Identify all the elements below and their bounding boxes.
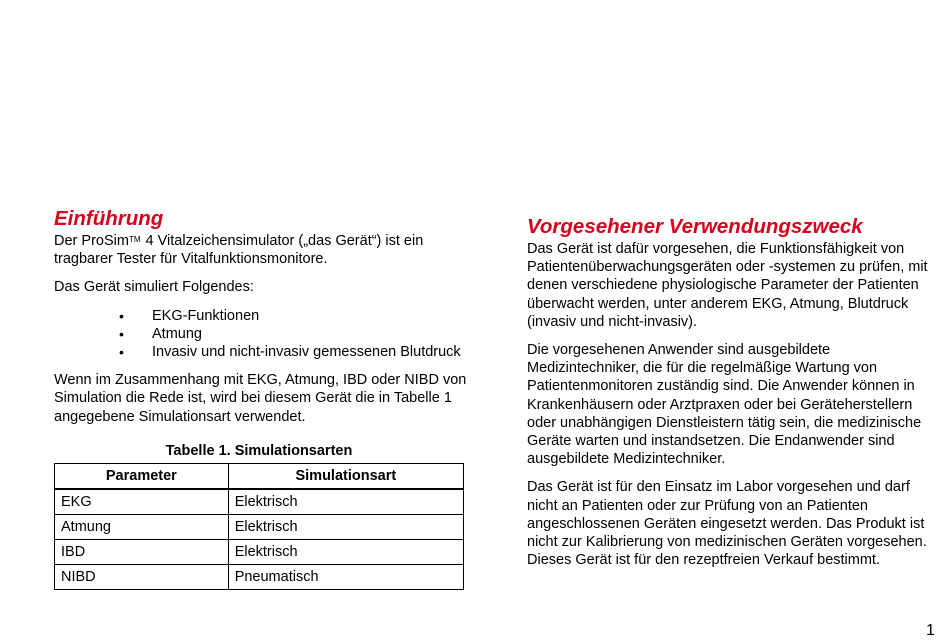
intro-paragraph-2: Das Gerät simuliert Folgendes: — [54, 279, 254, 296]
table-row — [55, 515, 464, 540]
intended-use-paragraph-3: Das Gerät ist für den Einsatz im Labor vorgesehen und darf nicht an Patienten oder zur Prüfung von an Patienten angeschlossenen Geräten eingesetzt werden. Das Produkt ist nicht zur Kalibrierung von medizinischen Geräten vorgesehen. Dieses Gerät ist für den rezeptfreien Verkauf bestimmt. — [527, 479, 927, 569]
cell-simulation-type: Elektrisch — [228, 515, 463, 540]
table-caption: Tabelle 1. Simulationsarten — [165, 442, 353, 459]
simulation-table — [54, 463, 464, 590]
intended-use-paragraph-1: Das Gerät ist dafür vorgesehen, die Funktionsfähigkeit von Patientenüberwachungsgeräten oder -systemen zu prüfen, mit denen verschiedene physiologische Parameter der Patienten überwacht werden, unter anderem EKG, Atmung, Blutdruck (invasiv und nicht-invasiv). — [527, 241, 928, 330]
feature-list — [54, 307, 474, 362]
intro-section — [54, 206, 474, 590]
intro-paragraph-1: Der ProSim™ 4 Vitalzeichensimulator („das Gerät“) ist ein tragbarer Tester für Vitalfunktionsmonitore. — [54, 233, 424, 268]
table-header-row — [55, 464, 464, 490]
cell-simulation-type: Pneumatisch — [228, 565, 463, 590]
intended-use-section — [527, 214, 939, 569]
intro-paragraph-3: Wenn im Zusammenhang mit EKG, Atmung, IBD oder NIBD von Simulation die Rede ist, wird bei diesem Gerät die in Tabelle 1 angegebene Simulationsart verwendet. — [54, 372, 467, 425]
column-header-simulation-type: Simulationsart — [228, 464, 463, 490]
intended-use-heading: Vorgesehener Verwendungszweck — [527, 215, 863, 238]
list-item: • Invasiv und nicht-invasiv gemessenen Blutdruck — [152, 343, 474, 361]
cell-parameter: Atmung — [55, 515, 229, 540]
column-header-parameter: Parameter — [55, 464, 229, 490]
cell-simulation-type: Elektrisch — [228, 540, 463, 565]
list-item: • EKG-Funktionen — [152, 307, 474, 325]
table-row — [55, 540, 464, 565]
intended-use-paragraph-2: Die vorgesehenen Anwender sind ausgebildete Medizintechniker, die für die regelmäßige Wartung von Patientenmonitoren zuständig sind. Die Anwender können in Krankenhäusern oder Arztpraxen oder bei Geräteherstellern oder unabhängigen Dienstleistern tätig sein, die medizinische Geräte warten und instandsetzen. Die Endanwender sind ausgebildete Medizintechniker. — [527, 342, 922, 468]
table-row — [55, 489, 464, 515]
trademark-mark: TM — [128, 235, 141, 244]
table-row — [55, 565, 464, 590]
cell-parameter: NIBD — [55, 565, 229, 590]
page-number: 1 — [926, 622, 935, 639]
cell-simulation-type: Elektrisch — [228, 489, 463, 515]
cell-parameter: EKG — [55, 489, 229, 515]
intro-heading: Einführung — [54, 207, 164, 230]
list-item: • Atmung — [152, 325, 474, 343]
cell-parameter: IBD — [55, 540, 229, 565]
